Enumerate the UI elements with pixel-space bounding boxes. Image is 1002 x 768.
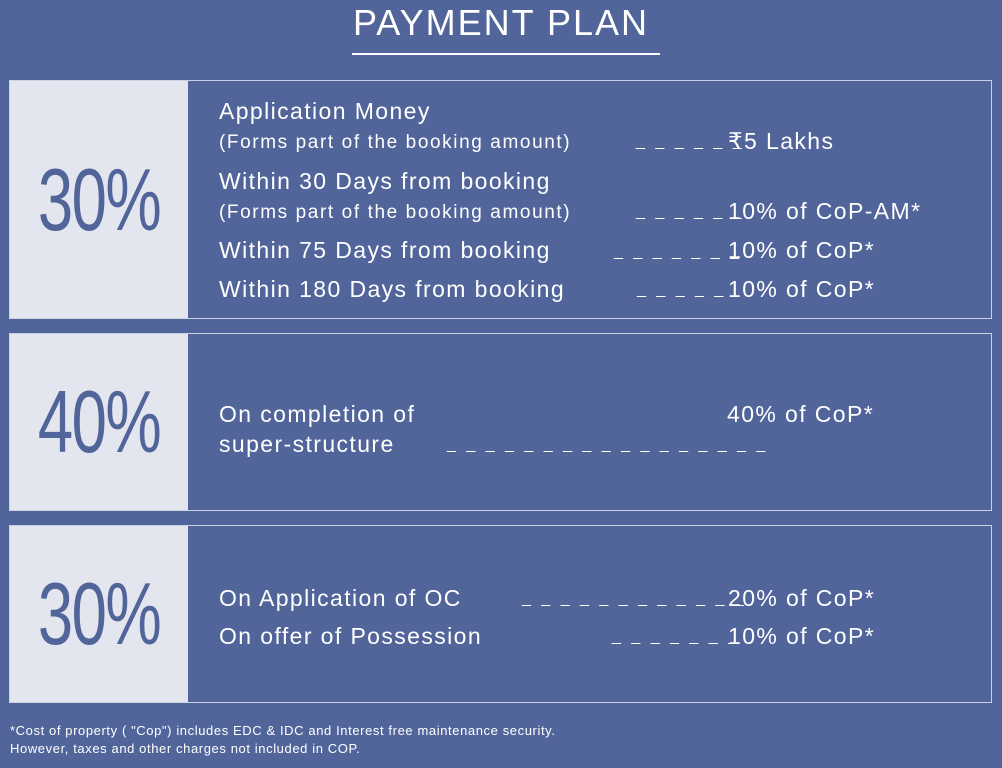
percent-box <box>10 526 188 702</box>
row-sublabel: (Forms part of the booking amount) <box>219 132 572 153</box>
row-value: 20% of CoP* <box>728 585 876 611</box>
row-sublabel: (Forms part of the booking amount) <box>219 202 572 223</box>
dash-leader: _ _ _ _ _ _ _ <box>614 243 742 260</box>
row-value: 10% of CoP* <box>728 623 876 649</box>
payment-section-1 <box>9 80 992 319</box>
dash-leader: _ _ _ _ _ _ _ _ _ _ _ _ _ _ _ _ _ <box>447 436 769 453</box>
row-value: 10% of CoP-AM* <box>728 198 922 224</box>
dash-leader: _ _ _ _ _ _ _ _ _ _ _ _ <box>522 590 747 607</box>
footnote-line-2: However, taxes and other charges not included in COP. <box>10 741 361 756</box>
percent-box <box>10 81 188 318</box>
title-underline <box>352 53 660 55</box>
percent-label: 40% <box>37 372 161 471</box>
row-value: 40% of CoP* <box>727 401 875 427</box>
dash-leader: _ _ _ _ _ _ _ <box>612 628 740 645</box>
percent-box <box>10 334 188 510</box>
row-label: On completion of <box>219 401 416 427</box>
row-value: 10% of CoP* <box>728 276 876 302</box>
row-value: ₹5 Lakhs <box>728 128 835 154</box>
dash-leader: _ _ _ _ _ <box>637 281 727 298</box>
payment-section-2 <box>9 333 992 511</box>
payment-section-3 <box>9 525 992 703</box>
row-label: Within 180 Days from booking <box>219 276 566 302</box>
row-label: Application Money <box>219 98 431 124</box>
row-label: Within 30 Days from booking <box>219 168 551 194</box>
row-value: 10% of CoP* <box>728 237 876 263</box>
dash-leader: _ _ _ _ _ _ <box>636 203 745 220</box>
row-label: On offer of Possession <box>219 623 483 649</box>
footnote-line-1: *Cost of property ( "Cop") includes EDC & IDC and Interest free maintenance security. <box>10 723 556 738</box>
row-label-continued: super-structure <box>219 431 395 457</box>
page-title: PAYMENT PLAN <box>352 2 650 43</box>
row-label: Within 75 Days from booking <box>219 237 551 263</box>
percent-label: 30% <box>37 564 161 663</box>
dash-leader: _ _ _ _ _ _ <box>636 133 745 150</box>
row-label: On Application of OC <box>219 585 462 611</box>
percent-label: 30% <box>37 149 161 249</box>
